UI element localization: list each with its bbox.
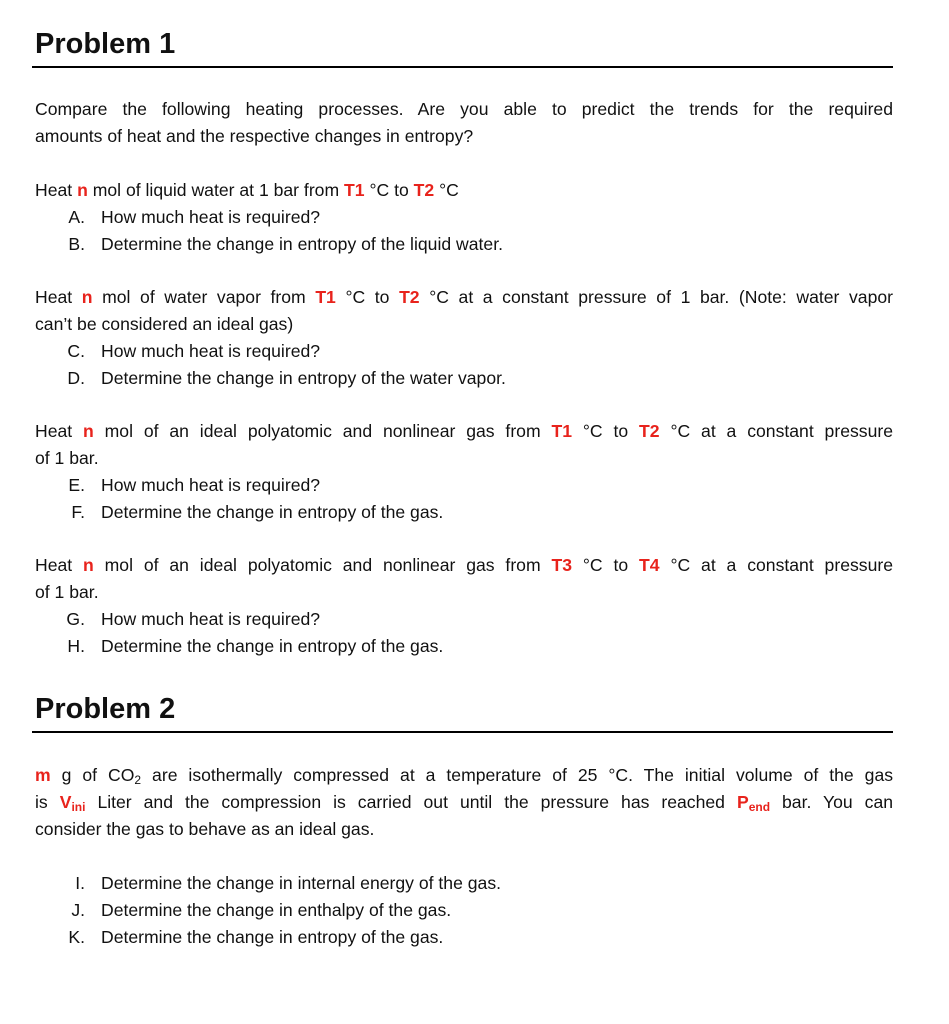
case2-t-to: T2 xyxy=(399,287,420,307)
case2-questions xyxy=(35,338,893,392)
question-text: Determine the change in enthalpy of the gas. xyxy=(101,900,452,920)
case2-heat: Heat xyxy=(35,287,73,307)
problem1-title: Problem 1 xyxy=(35,28,176,60)
question-h xyxy=(35,633,893,660)
case1-unit-to: °C to xyxy=(369,180,409,200)
question-k xyxy=(35,924,893,951)
case1-t-from: T1 xyxy=(344,180,365,200)
case3-t-to: T2 xyxy=(639,421,660,441)
case3-t-from: T1 xyxy=(551,421,573,441)
question-f xyxy=(35,499,893,526)
case3-statement xyxy=(35,418,893,472)
question-letter: F. xyxy=(71,502,85,522)
case4-text2: °C at a constant pressure xyxy=(670,555,893,575)
question-text: Determine the change in entropy of the gas. xyxy=(101,636,444,656)
p2-is: is xyxy=(35,792,48,812)
p2-p-symbol: P xyxy=(736,792,749,812)
p2-v-ini xyxy=(60,792,86,812)
case2-n: n xyxy=(81,287,93,307)
problem1-intro xyxy=(35,96,893,150)
question-letter: B. xyxy=(68,234,85,254)
case4-unit-to: °C to xyxy=(582,555,629,575)
case4-questions xyxy=(35,606,893,660)
case3-questions xyxy=(35,472,893,526)
case2-line-2: can’t be considered an ideal gas) xyxy=(35,314,294,334)
case4-t-from: T3 xyxy=(551,555,573,575)
case1-text1: mol of liquid water at 1 bar from xyxy=(92,180,340,200)
question-text: Determine the change in internal energy of the gas. xyxy=(101,873,502,893)
case3-text2: °C at a constant pressure xyxy=(670,421,893,441)
case3-heat: Heat xyxy=(35,421,73,441)
case1-questions xyxy=(35,204,893,258)
p2-text1: g of CO xyxy=(61,765,135,785)
p2-m: m xyxy=(35,765,51,785)
case3-line-2: of 1 bar. xyxy=(35,448,99,468)
case3-n: n xyxy=(83,421,94,441)
case4-n: n xyxy=(83,555,94,575)
intro-line-1: Compare the following heating processes. Are you able to predict the trends for the required xyxy=(35,99,893,119)
problem2-title: Problem 2 xyxy=(35,693,176,725)
problem2-divider xyxy=(32,731,893,733)
question-letter: J. xyxy=(71,900,85,920)
case1-t-to: T2 xyxy=(413,180,435,200)
case1-n: n xyxy=(77,180,88,200)
question-b xyxy=(35,231,893,258)
question-letter: D. xyxy=(67,368,85,388)
question-a xyxy=(35,204,893,231)
question-text: Determine the change in entropy of the gas. xyxy=(101,927,444,947)
case4-statement xyxy=(35,552,893,606)
case2-unit-to: °C to xyxy=(345,287,390,307)
case1-unit: °C xyxy=(439,180,459,200)
case4-heat: Heat xyxy=(35,555,73,575)
p2-v-subscript: ini xyxy=(71,800,86,814)
p2-p-end xyxy=(737,792,770,812)
p2-text4: bar. You can xyxy=(782,792,893,812)
case3-text1: mol of an ideal polyatomic and nonlinear gas from xyxy=(104,421,541,441)
question-letter: A. xyxy=(68,207,85,227)
question-letter: C. xyxy=(67,341,85,361)
question-d xyxy=(35,365,893,392)
case4-t-to: T4 xyxy=(639,555,660,575)
problem2-statement xyxy=(35,762,893,843)
question-letter: I. xyxy=(75,873,85,893)
question-letter: G. xyxy=(66,609,85,629)
question-text: How much heat is required? xyxy=(101,341,321,361)
problem1-divider xyxy=(32,66,893,68)
question-text: How much heat is required? xyxy=(101,207,321,227)
question-text: Determine the change in entropy of the liquid water. xyxy=(101,234,503,254)
case1-statement xyxy=(35,177,893,204)
question-text: Determine the change in entropy of the gas. xyxy=(101,502,444,522)
question-c xyxy=(35,338,893,365)
case2-text2: °C at a constant pressure of 1 bar. (Note: water vapor xyxy=(429,287,893,307)
p2-v-symbol: V xyxy=(59,792,72,812)
case3-unit-to: °C to xyxy=(582,421,629,441)
case2-text1: mol of water vapor from xyxy=(102,287,306,307)
p2-text2: are isothermally compressed at a temperature of 25 °C. The initial volume of the gas xyxy=(152,765,893,785)
case1-heat: Heat xyxy=(35,180,73,200)
question-text: How much heat is required? xyxy=(101,609,321,629)
p2-co2-subscript: 2 xyxy=(134,773,142,787)
question-text: Determine the change in entropy of the water vapor. xyxy=(101,368,506,388)
question-letter: K. xyxy=(68,927,85,947)
question-letter: H. xyxy=(67,636,85,656)
question-e xyxy=(35,472,893,499)
question-i xyxy=(35,870,893,897)
problem2-questions xyxy=(35,870,893,951)
case2-t-from: T1 xyxy=(315,287,336,307)
question-j xyxy=(35,897,893,924)
question-g xyxy=(35,606,893,633)
case4-line-2: of 1 bar. xyxy=(35,582,99,602)
question-letter: E. xyxy=(68,475,85,495)
question-text: How much heat is required? xyxy=(101,475,321,495)
p2-p-subscript: end xyxy=(748,800,771,814)
p2-text3: Liter and the compression is carried out until the pressure has reached xyxy=(97,792,725,812)
p2-line-3: consider the gas to behave as an ideal gas. xyxy=(35,819,375,839)
intro-line-2: amounts of heat and the respective changes in entropy? xyxy=(35,126,474,146)
case4-text1: mol of an ideal polyatomic and nonlinear gas from xyxy=(104,555,541,575)
case2-statement xyxy=(35,284,893,338)
